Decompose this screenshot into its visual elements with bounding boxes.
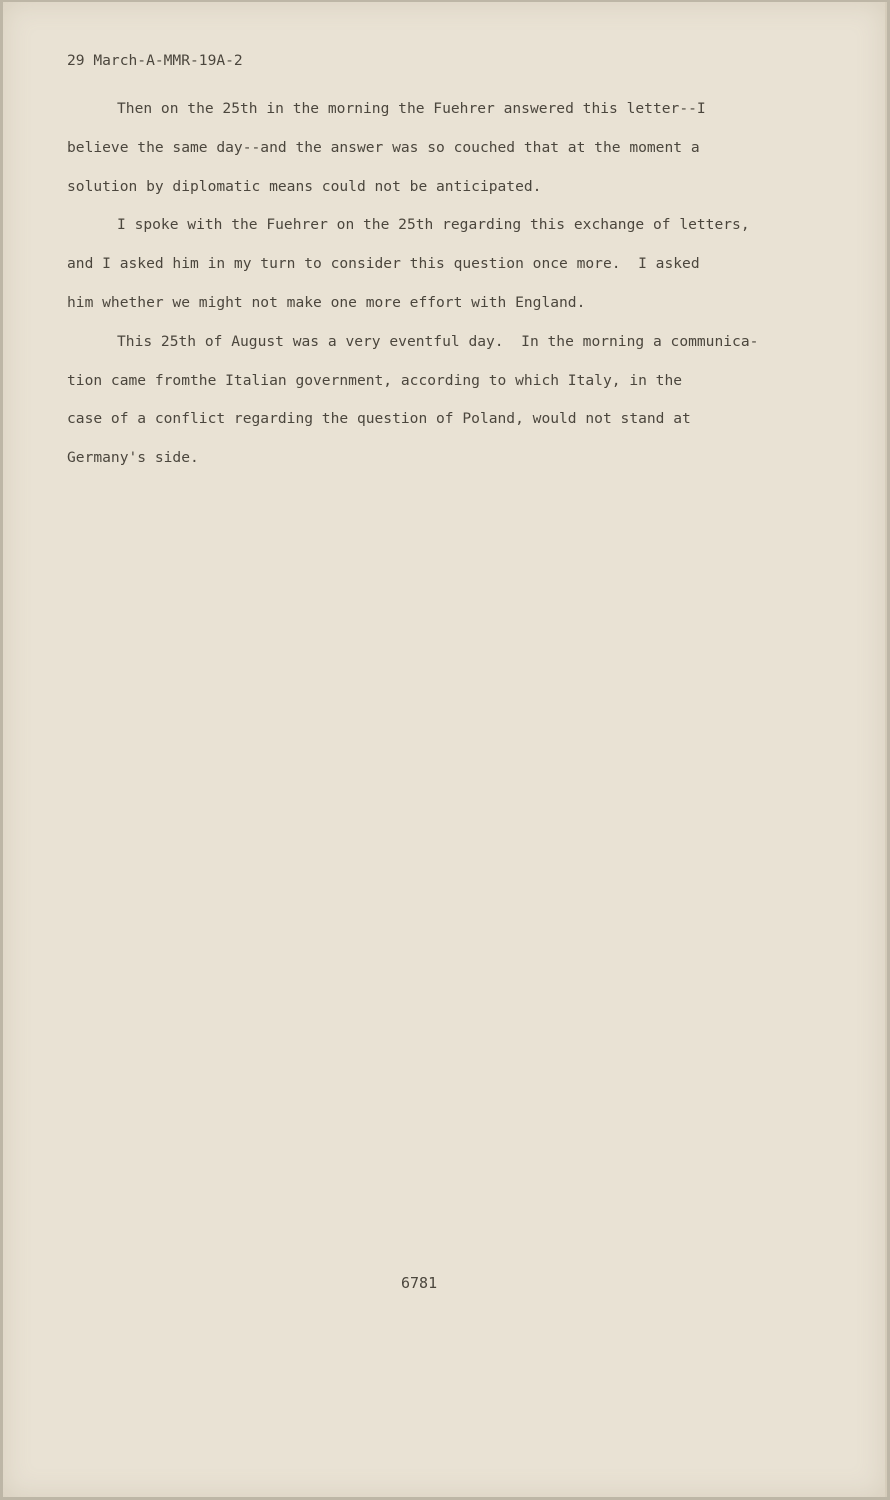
text-line: This 25th of August was a very eventful day. In the morning a communica- xyxy=(117,332,759,350)
transcript-body xyxy=(67,90,857,478)
text-line: him whether we might not make one more effort with England. xyxy=(67,293,586,311)
document-reference: 29 March-A-MMR-19A-2 xyxy=(67,52,243,69)
paragraph-1 xyxy=(67,90,857,206)
text-line: case of a conflict regarding the question of Poland, would not stand at xyxy=(67,410,691,428)
text-line: I spoke with the Fuehrer on the 25th regarding this exchange of letters, xyxy=(117,216,750,234)
text-line: believe the same day--and the answer was so couched that at the moment a xyxy=(67,138,700,156)
text-line: and I asked him in my turn to consider this question once more. I asked xyxy=(67,255,700,273)
page-number: 6781 xyxy=(401,1274,438,1292)
text-line: Germany's side. xyxy=(67,449,199,467)
document-page xyxy=(3,2,887,1497)
text-line: tion came fromthe Italian government, according to which Italy, in the xyxy=(67,371,683,389)
paragraph-3 xyxy=(67,323,857,478)
text-line: Then on the 25th in the morning the Fuehrer answered this letter--I xyxy=(117,100,706,117)
paragraph-2 xyxy=(67,206,857,322)
text-line: solution by diplomatic means could not be anticipated. xyxy=(67,177,542,195)
